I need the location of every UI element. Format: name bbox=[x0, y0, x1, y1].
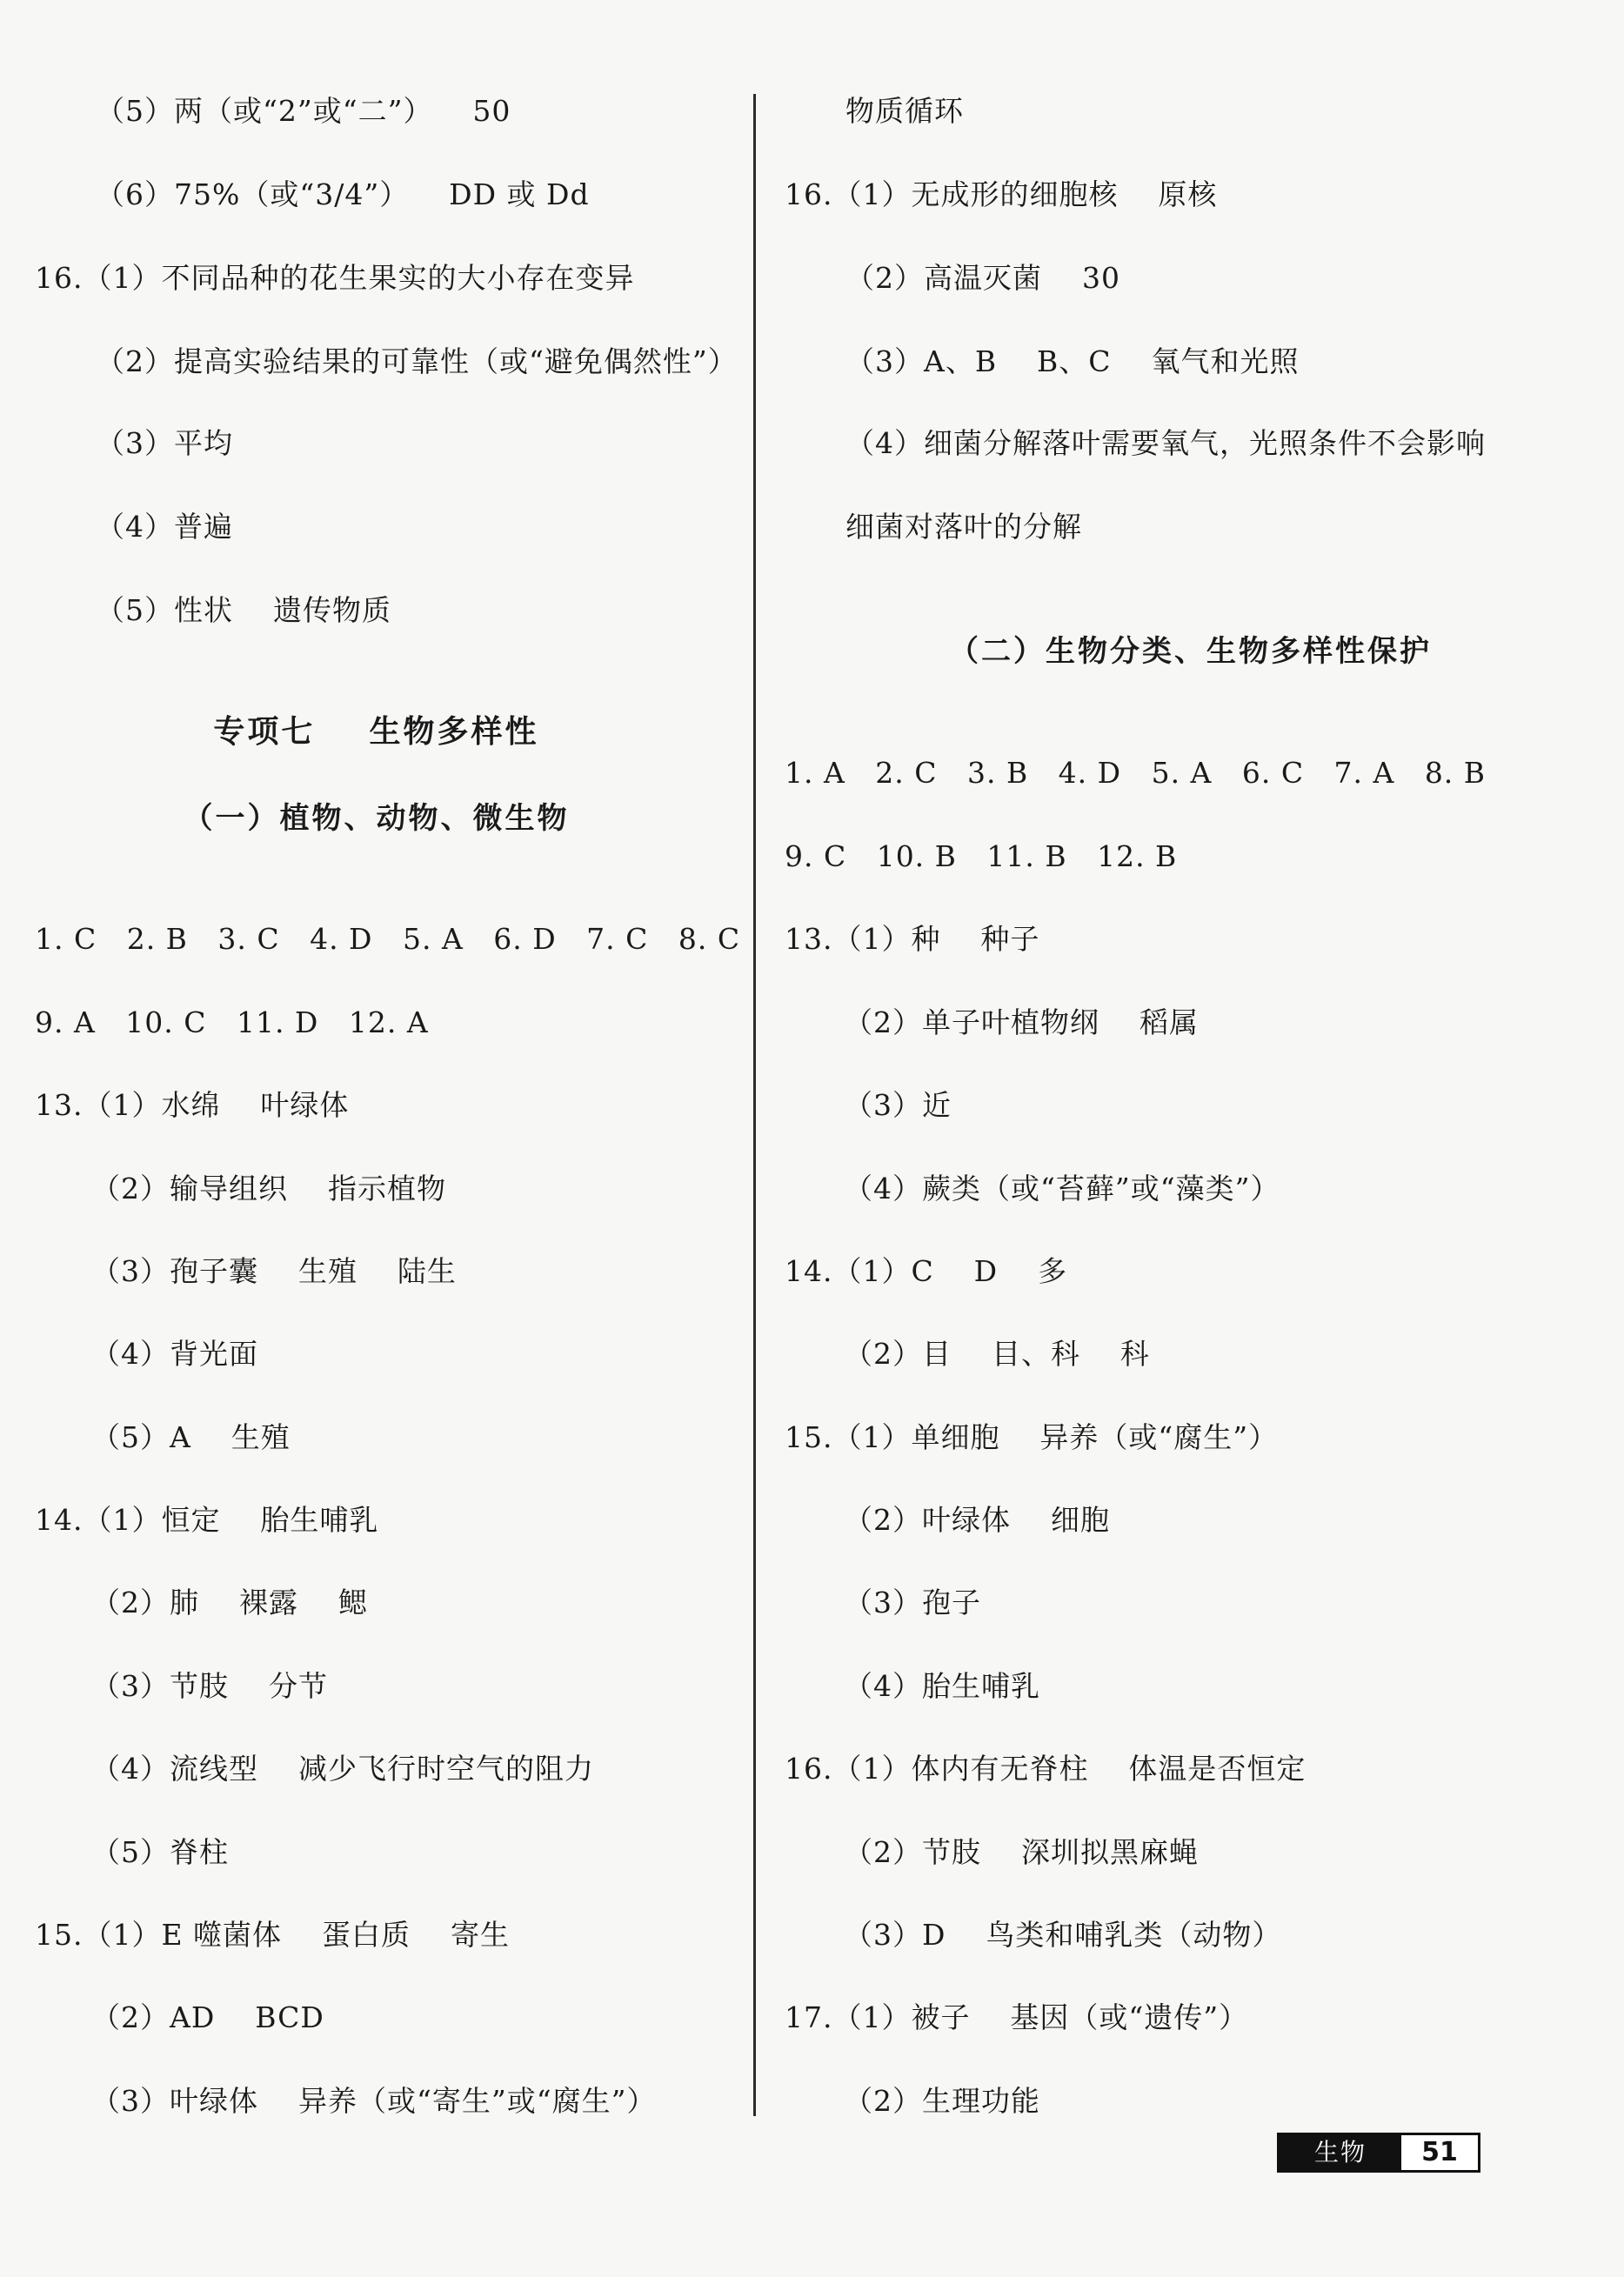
answer-line: （4）细菌分解落叶需要氧气，光照条件不会影响 bbox=[845, 426, 1486, 460]
column-divider bbox=[753, 94, 756, 2116]
answer-line: （4）流线型 减少飞行时空气的阻力 bbox=[91, 1752, 594, 1786]
answer-line: 物质循环 bbox=[845, 94, 964, 128]
answer-line: （3）A、B B、C 氧气和光照 bbox=[845, 344, 1300, 378]
answer-line: （2）叶绿体 细胞 bbox=[844, 1503, 1110, 1537]
answer-line: 13.（1）种 种子 bbox=[785, 922, 1040, 956]
answer-line: 16.（1）体内有无脊柱 体温是否恒定 bbox=[785, 1752, 1307, 1786]
choice-answers: 1. A 2. C 3. B 4. D 5. A 6. C 7. A 8. B bbox=[785, 756, 1487, 790]
page-number: 51 bbox=[1401, 2135, 1478, 2170]
right-column bbox=[757, 0, 1624, 2277]
answer-line: 14.（1）恒定 胎生哺乳 bbox=[35, 1503, 379, 1537]
answer-line: （3）D 鸟类和哺乳类（动物） bbox=[844, 1918, 1282, 1952]
answer-line: 15.（1）单细胞 异养（或“腐生”） bbox=[785, 1420, 1279, 1454]
answer-line: （3）近 bbox=[844, 1088, 952, 1122]
answer-line: （2）生理功能 bbox=[844, 2084, 1040, 2118]
answer-line: 细菌对落叶的分解 bbox=[845, 510, 1082, 544]
answer-line: （5）两（或“2”或“二”） 50 bbox=[96, 94, 511, 128]
answer-line: （2）高温灭菌 30 bbox=[845, 261, 1120, 295]
subsection-title: （二）生物分类、生物多样性保护 bbox=[949, 634, 1432, 669]
answer-line: 14.（1）C D 多 bbox=[785, 1254, 1068, 1288]
section-title: 专项七 生物多样性 bbox=[213, 714, 539, 750]
answer-line: （3）叶绿体 异养（或“寄生”或“腐生”） bbox=[91, 2084, 657, 2118]
choice-answers: 1. C 2. B 3. C 4. D 5. A 6. D 7. C 8. C bbox=[35, 922, 741, 956]
answer-line: （2）AD BCD bbox=[91, 2000, 324, 2034]
subsection-title: （一）植物、动物、微生物 bbox=[183, 801, 570, 836]
page-number-badge bbox=[1277, 2133, 1480, 2173]
answer-line: （2）输导组织 指示植物 bbox=[91, 1172, 446, 1205]
answer-line: （5）脊柱 bbox=[91, 1835, 229, 1869]
left-column bbox=[0, 0, 752, 2277]
answer-line: （6）75%（或“3/4”） DD 或 Dd bbox=[96, 177, 590, 211]
answer-line: 17.（1）被子 基因（或“遗传”） bbox=[785, 2000, 1249, 2034]
answer-line: 15.（1）E 噬菌体 蛋白质 寄生 bbox=[35, 1918, 510, 1952]
answer-line: （5）A 生殖 bbox=[91, 1420, 291, 1454]
answer-line: （2）肺 裸露 鳃 bbox=[91, 1586, 368, 1619]
choice-answers: 9. A 10. C 11. D 12. A bbox=[35, 1005, 429, 1039]
answer-line: （2）节肢 深圳拟黑麻蝇 bbox=[844, 1835, 1199, 1869]
subject-label: 生物 bbox=[1280, 2135, 1401, 2170]
answer-line: （4）胎生哺乳 bbox=[844, 1669, 1040, 1703]
answer-line: （3）孢子 bbox=[844, 1586, 981, 1619]
answer-line: 16.（1）不同品种的花生果实的大小存在变异 bbox=[35, 261, 635, 295]
answer-line: 16.（1）无成形的细胞核 原核 bbox=[785, 177, 1218, 211]
answer-line: （4）普遍 bbox=[96, 510, 233, 544]
answer-line: （3）孢子囊 生殖 陆生 bbox=[91, 1254, 457, 1288]
answer-line: （4）背光面 bbox=[91, 1337, 258, 1371]
answer-line: （5）性状 遗传物质 bbox=[96, 593, 391, 627]
answer-line: （2）单子叶植物纲 稻属 bbox=[844, 1005, 1199, 1039]
answer-line: （3）平均 bbox=[96, 426, 233, 460]
answer-line: （2）提高实验结果的可靠性（或“避免偶然性”） bbox=[96, 344, 738, 378]
answer-line: 13.（1）水绵 叶绿体 bbox=[35, 1088, 350, 1122]
answer-line: （4）蕨类（或“苔藓”或“藻类”） bbox=[844, 1172, 1280, 1205]
answer-line: （2）目 目、科 科 bbox=[844, 1337, 1150, 1371]
answer-line: （3）节肢 分节 bbox=[91, 1669, 328, 1703]
choice-answers: 9. C 10. B 11. B 12. B bbox=[785, 839, 1178, 873]
